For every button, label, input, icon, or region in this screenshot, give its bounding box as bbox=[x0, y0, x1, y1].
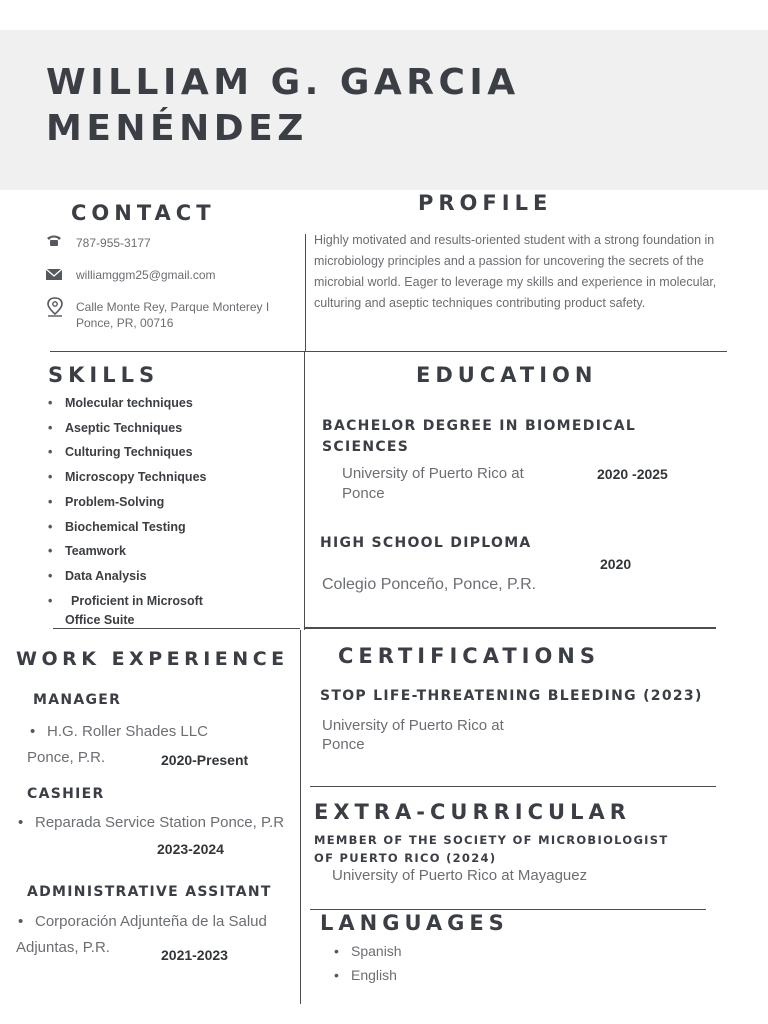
phone-icon bbox=[45, 233, 63, 249]
skills-underline bbox=[53, 628, 300, 629]
address-line-2: Ponce, PR, 00716 bbox=[76, 316, 174, 330]
job-title-1: MANAGER bbox=[33, 692, 122, 708]
education-school-1 bbox=[342, 464, 524, 504]
job-company-1: • H.G. Roller Shades LLC bbox=[47, 723, 208, 740]
skill-item: • Proficient in Microsoft bbox=[65, 589, 206, 614]
languages-list bbox=[351, 939, 402, 987]
skill-item: • Teamwork bbox=[65, 539, 206, 564]
extracurricular-title-line-2: OF PUERTO RICO (2024) bbox=[314, 851, 497, 865]
skills-heading: SKILLS bbox=[48, 363, 160, 387]
section-divider-4 bbox=[310, 909, 706, 910]
job-years-3: 2021-2023 bbox=[161, 947, 228, 963]
skill-item: • Biochemical Testing bbox=[65, 515, 206, 540]
education-years-2: 2020 bbox=[600, 556, 632, 572]
applicant-name bbox=[46, 60, 746, 152]
job-company-list-1 bbox=[47, 723, 208, 740]
job-years-2: 2023-2024 bbox=[157, 841, 224, 857]
extracurricular-org: University of Puerto Rico at Mayaguez bbox=[332, 867, 588, 884]
work-heading: WORK EXPERIENCE bbox=[16, 648, 289, 670]
job-company-list-2 bbox=[35, 814, 284, 831]
job-company-list-3 bbox=[35, 913, 267, 930]
section-divider-2 bbox=[304, 627, 716, 629]
education-years-1: 2020 -2025 bbox=[597, 466, 668, 482]
job-years-1: 2020-Present bbox=[161, 752, 249, 768]
job-location-3: Adjuntas, P.R. bbox=[16, 939, 110, 956]
profile-divider bbox=[305, 234, 306, 352]
skill-item: • Aseptic Techniques bbox=[65, 416, 206, 441]
column-divider-upper bbox=[304, 351, 305, 630]
contact-phone[interactable]: 787-955-3177 bbox=[76, 236, 151, 250]
skill-continuation: Office Suite bbox=[65, 613, 135, 627]
contact-address bbox=[76, 299, 269, 331]
skill-item: • Data Analysis bbox=[65, 564, 206, 589]
education-degree-1 bbox=[322, 416, 636, 458]
name-line-1: WILLIAM G. GARCIA bbox=[46, 62, 520, 103]
education-school-2: Colegio Ponceño, Ponce, P.R. bbox=[322, 576, 537, 593]
profile-heading: PROFILE bbox=[418, 191, 553, 215]
address-line-1: Calle Monte Rey, Parque Monterey I bbox=[76, 300, 270, 314]
degree-line-1: BACHELOR DEGREE IN BIOMEDICAL bbox=[322, 418, 637, 434]
school-line-2: Ponce bbox=[342, 485, 385, 502]
education-degree-2: HIGH SCHOOL DIPLOMA bbox=[320, 535, 532, 551]
school-line-1: University of Puerto Rico at bbox=[342, 465, 524, 482]
skills-list bbox=[65, 391, 206, 613]
extracurricular-title bbox=[314, 831, 668, 867]
section-divider-1 bbox=[50, 351, 727, 352]
language-item: • Spanish bbox=[351, 939, 402, 963]
certifications-heading: CERTIFICATIONS bbox=[338, 644, 601, 668]
language-item: • English bbox=[351, 963, 402, 987]
location-pin-icon bbox=[46, 297, 64, 317]
column-divider-lower bbox=[300, 630, 301, 1004]
profile-text: Highly motivated and results-oriented student with a strong foundation in microbiology principles and a passion for uncovering the secrets of the microbial world. Eager to leverage my skills and experience in molecular, culturing and aseptic techniques contributing product safety. bbox=[314, 233, 717, 310]
envelope-icon bbox=[45, 266, 63, 282]
section-divider-3 bbox=[310, 786, 716, 787]
languages-heading: LANGUAGES bbox=[320, 911, 509, 935]
issuer-line-1: University of Puerto Rico at bbox=[322, 717, 504, 734]
name-line-2: MENÉNDEZ bbox=[46, 108, 308, 149]
skill-item: • Culturing Techniques bbox=[65, 440, 206, 465]
job-title-3: ADMINISTRATIVE ASSITANT bbox=[27, 884, 272, 900]
degree-line-2: SCIENCES bbox=[322, 439, 410, 455]
contact-heading: CONTACT bbox=[71, 201, 216, 225]
certification-title: STOP LIFE-THREATENING BLEEDING (2023) bbox=[320, 688, 703, 704]
job-title-2: CASHIER bbox=[27, 786, 105, 802]
extracurricular-title-line-1: MEMBER OF THE SOCIETY OF MICROBIOLOGIST bbox=[314, 833, 669, 847]
education-heading: EDUCATION bbox=[416, 363, 598, 387]
job-company-2: • Reparada Service Station Ponce, P.R bbox=[35, 814, 284, 831]
skill-item: • Microscopy Techniques bbox=[65, 465, 206, 490]
skill-item: • Problem-Solving bbox=[65, 490, 206, 515]
issuer-line-2: Ponce bbox=[322, 736, 365, 753]
job-location-1: Ponce, P.R. bbox=[27, 749, 106, 766]
certification-issuer bbox=[322, 716, 504, 754]
skill-item: • Molecular techniques bbox=[65, 391, 206, 416]
extracurricular-heading: EXTRA-CURRICULAR bbox=[314, 800, 631, 824]
contact-email[interactable]: williamggm25@gmail.com bbox=[76, 268, 216, 282]
job-company-3: • Corporación Adjunteña de la Salud bbox=[35, 913, 267, 930]
